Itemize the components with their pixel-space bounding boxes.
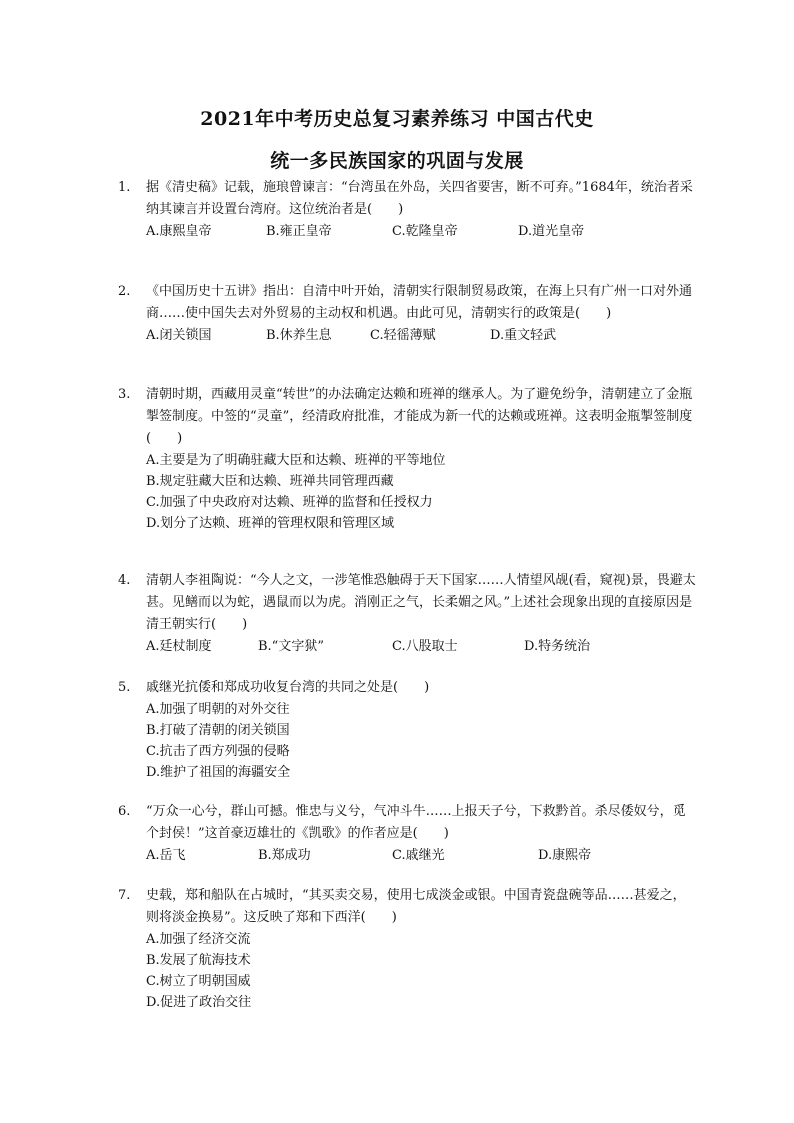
option-d: D.划分了达赖、班禅的管理权限和管理区域: [146, 516, 395, 531]
question-number: 1.: [118, 180, 131, 195]
question-6: [118, 801, 698, 867]
option-b: B.休养生息: [266, 328, 332, 343]
option-c: C.加强了中央政府对达赖、班禅的监督和任授权力: [146, 495, 433, 510]
option-d: D.维护了祖国的海疆安全: [146, 765, 291, 780]
document-title: 2021年中考历史总复习素养练习 中国古代史: [200, 108, 594, 130]
question-number: 5.: [118, 680, 131, 695]
question-stem: [118, 281, 698, 325]
question-3: [118, 384, 698, 534]
option-a: A.加强了经济交流: [146, 932, 251, 947]
question-7: [118, 885, 698, 1013]
options: [118, 929, 698, 1013]
option-c: C.戚继光: [392, 848, 445, 863]
option-b: B.打破了清朝的闭关锁国: [146, 723, 290, 738]
option-b: B.“文字狱”: [258, 639, 324, 654]
options: [118, 699, 698, 783]
question-number: 6.: [118, 804, 131, 819]
question-number: 2.: [118, 284, 131, 299]
option-d: D.康熙帝: [538, 848, 592, 863]
question-stem: [118, 177, 698, 221]
question-4: [118, 570, 698, 658]
options: [118, 221, 698, 243]
option-d: D.道光皇帝: [518, 224, 585, 239]
question-2: [118, 281, 698, 347]
option-b: B.郑成功: [258, 848, 311, 863]
option-c: C.乾隆皇帝: [392, 224, 458, 239]
option-a: A.岳飞: [146, 848, 186, 863]
options: [118, 325, 698, 347]
question-stem: [118, 801, 698, 845]
question-text: 史载，郑和船队在占城时，“其买卖交易，使用七成淡金或银。中国青瓷盘碗等品……甚爱之，则将淡金换易”。这反映了郑和下西洋( ): [146, 888, 686, 925]
option-d: D.重文轻武: [490, 328, 557, 343]
question-text: 《中国历史十五讲》指出：自清中叶开始，清朝实行限制贸易政策，在海上只有广州一口对外通商……使中国失去对外贸易的主动权和机遇。由此可见，清朝实行的政策是( ): [146, 284, 693, 321]
option-c: C.轻徭薄赋: [370, 328, 436, 343]
question-stem: [118, 570, 698, 636]
option-c: C.抗击了西方列强的侵略: [146, 744, 290, 759]
document-subtitle: 统一多民族国家的巩固与发展: [270, 150, 524, 172]
question-stem: [118, 677, 698, 699]
option-b: B.规定驻藏大臣和达赖、班禅共同管理西藏: [146, 474, 394, 489]
question-text: 清朝人李祖陶说：“今人之文，一涉笔惟恐触碍于天下国家……人情望风觇(看，窥视)景，畏避太甚。见鳝而以为蛇，遇鼠而以为虎。消刚正之气，长柔媚之风。”上述社会现象出现的直接原因是清王朝实行( ): [146, 573, 696, 632]
question-text: “万众一心兮，群山可撼。惟忠与义兮，气冲斗牛……上报天子兮，下救黔首。杀尽倭奴兮，觅个封侯！”这首豪迈雄壮的《凯歌》的作者应是( ): [146, 804, 686, 841]
option-a: A.廷杖制度: [146, 639, 212, 654]
option-d: D.特务统治: [524, 639, 591, 654]
question-text: 戚继光抗倭和郑成功收复台湾的共同之处是( ): [146, 680, 430, 695]
option-b: B.发展了航海技术: [146, 953, 251, 968]
question-stem: [118, 885, 698, 929]
question-1: [118, 177, 698, 243]
options: [118, 845, 698, 867]
options: [118, 450, 698, 534]
question-stem: [118, 384, 698, 450]
question-5: [118, 677, 698, 783]
question-text: 清朝时期，西藏用灵童“转世”的办法确定达赖和班禅的继承人。为了避免纷争，清朝建立了金瓶掣签制度。中签的“灵童”，经清政府批准，才能成为新一代的达赖或班禅。这表明金瓶掣签制度( ): [146, 387, 693, 446]
question-number: 3.: [118, 387, 131, 402]
option-c: C.树立了明朝国威: [146, 974, 251, 989]
option-a: A.闭关锁国: [146, 328, 212, 343]
question-text: 据《清史稿》记载，施琅曾谏言：“台湾虽在外岛，关四省要害，断不可弃。”1684年，统治者采纳其谏言并设置台湾府。这位统治者是( ): [146, 180, 693, 217]
option-c: C.八股取士: [392, 639, 458, 654]
question-number: 4.: [118, 573, 131, 588]
option-b: B.雍正皇帝: [266, 224, 332, 239]
option-a: A.康熙皇帝: [146, 224, 212, 239]
option-d: D.促进了政治交往: [146, 995, 252, 1010]
options: [118, 636, 698, 658]
question-number: 7.: [118, 888, 131, 903]
option-a: A.加强了明朝的对外交往: [146, 702, 290, 717]
option-a: A.主要是为了明确驻藏大臣和达赖、班禅的平等地位: [146, 453, 446, 468]
